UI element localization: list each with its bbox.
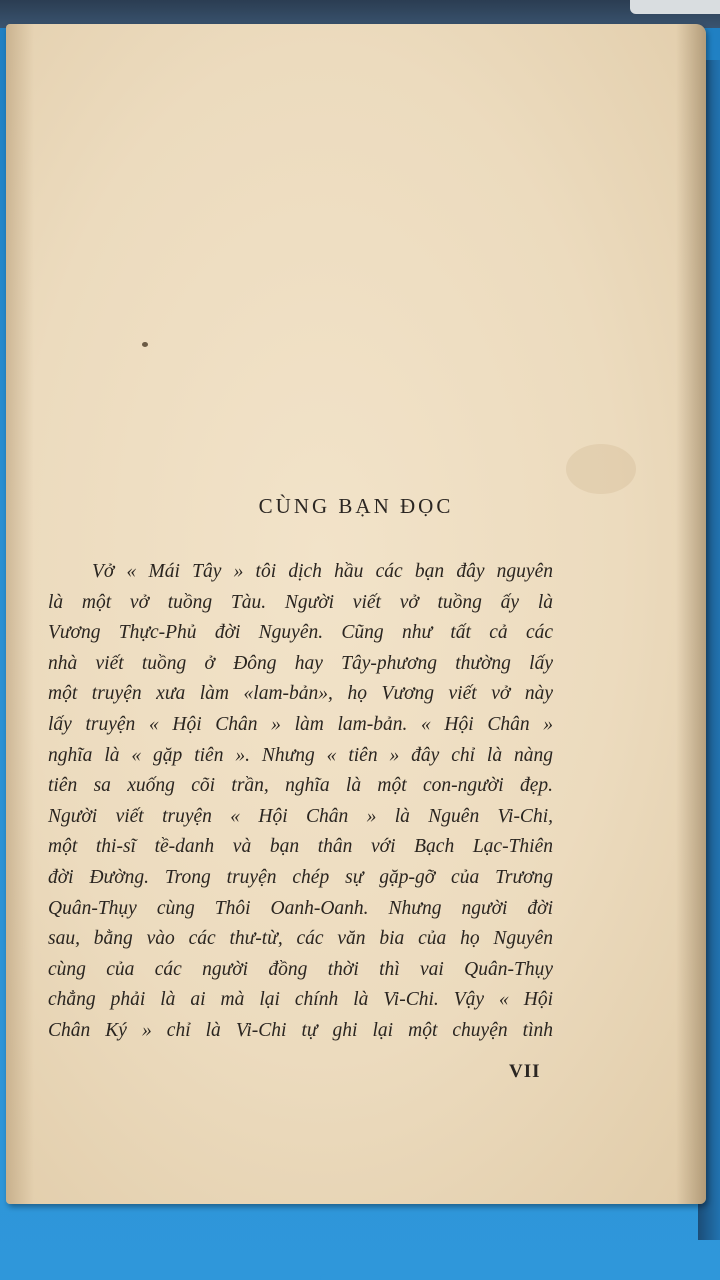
book-page: [6, 24, 706, 1204]
text-line: một truyện xưa làm «lam-bản», họ Vương viết vở này: [48, 683, 553, 705]
text-line: lấy truyện « Hội Chân » làm lam-bản. « Hội Chân »: [48, 713, 553, 735]
body-paragraph: [48, 557, 553, 1047]
text-line: Vở « Mái Tây » tôi dịch hầu các bạn đây nguyên: [92, 561, 553, 582]
text-line: nhà viết tuồng ở Đông hay Tây-phương thường lấy: [48, 652, 553, 674]
chapter-title: CÙNG BẠN ĐỌC: [258, 494, 454, 518]
text-line: Quân-Thụy cùng Thôi Oanh-Oanh. Nhưng người đời: [48, 897, 553, 919]
text-line: nghĩa là « gặp tiên ». Nhưng « tiên » đây chỉ là nàng: [48, 744, 553, 766]
text-line: Người viết truyện « Hội Chân » là Nguên Vi-Chi,: [48, 805, 553, 827]
text-line: Vương Thực-Phủ đời Nguyên. Cũng như tất cả các: [48, 622, 553, 644]
text-line: chẳng phải là ai mà lại chính là Vi-Chi. Vậy « Hội: [48, 989, 553, 1011]
text-line: đời Đường. Trong truyện chép sự gặp-gỡ của Trương: [48, 866, 553, 888]
text-line: sau, bằng vào các thư-từ, các văn bia của họ Nguyên: [48, 928, 553, 950]
text-line: tiên sa xuống cõi trần, nghĩa là một con-người đẹp.: [48, 775, 553, 797]
paper-stain: [566, 444, 636, 494]
page-number: VII: [509, 1061, 541, 1082]
page-tear: [320, 1274, 380, 1280]
book-edge: [630, 0, 720, 14]
text-line: là một vở tuồng Tàu. Người viết vở tuồng ấy là: [48, 591, 553, 613]
ink-speck: [142, 342, 148, 347]
text-line: cùng của các người đồng thời thì vai Quân-Thụy: [48, 958, 553, 980]
text-line: Chân Ký » chỉ là Vi-Chi tự ghi lại một chuyện tình: [48, 1019, 553, 1041]
text-line: một thi-sĩ tề-danh và bạn thân với Bạch Lạc-Thiên: [48, 836, 553, 858]
